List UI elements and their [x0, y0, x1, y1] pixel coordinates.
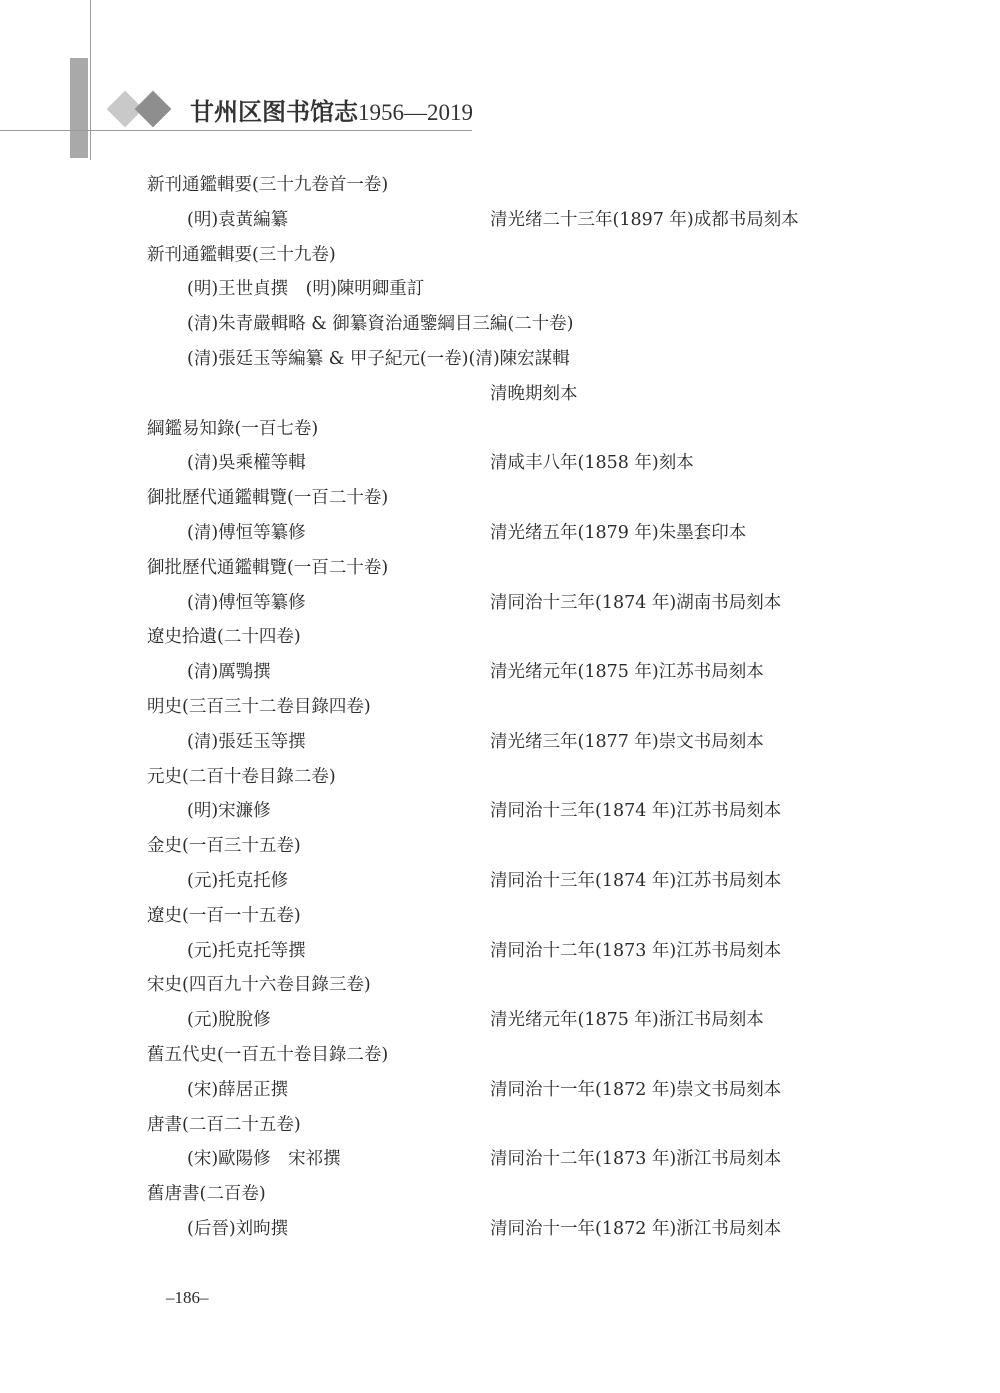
header-vertical-rule: [90, 0, 91, 160]
book-author: (清)朱青嚴輯略 & 御纂資治通鑒綱目三編(二十卷): [187, 314, 574, 335]
book-title: 遼史拾遺(二十四卷): [147, 627, 301, 648]
book-author: (清)張廷玉等編纂 & 甲子紀元(一卷)(清)陳宏謀輯: [187, 348, 570, 369]
book-entry: [147, 1142, 867, 1177]
book-edition: 清光绪五年(1879 年)朱墨套印本: [490, 522, 747, 543]
book-title: 舊五代史(一百五十卷目錄二卷): [147, 1044, 389, 1065]
book-entry: [147, 1212, 867, 1247]
book-title: 宋史(四百九十六卷目錄三卷): [147, 975, 371, 996]
book-title: 御批歷代通鑑輯覽(一百二十卷): [147, 557, 389, 578]
book-entry: [147, 725, 867, 760]
book-edition: 清同治十一年(1872 年)浙江书局刻本: [490, 1218, 782, 1239]
book-title: 舊唐書(二百卷): [147, 1184, 266, 1205]
book-edition: 清同治十三年(1874 年)湖南书局刻本: [490, 592, 782, 613]
running-header: [190, 92, 473, 127]
book-entry: [147, 342, 867, 377]
book-title: 元史(二百十卷目錄二卷): [147, 766, 336, 787]
book-entry: [147, 203, 867, 238]
book-entry: [147, 1073, 867, 1108]
catalog-list: [147, 168, 867, 1247]
book-entry: [147, 377, 867, 412]
book-edition: 清同治十一年(1872 年)崇文书局刻本: [490, 1079, 782, 1100]
book-entry: [147, 272, 867, 307]
book-author: (宋)歐陽修 宋祁撰: [187, 1149, 341, 1170]
book-author: (清)吳乘權等輯: [187, 453, 306, 474]
book-entry: [147, 586, 867, 621]
book-title: 綱鑑易知錄(一百七卷): [147, 418, 319, 439]
book-title: 新刊通鑑輯要(三十九卷首一卷): [147, 175, 389, 195]
book-author: (后晉)刘昫撰: [187, 1218, 289, 1239]
book-title: 新刊通鑑輯要(三十九卷): [147, 244, 336, 265]
book-edition: 清同治十三年(1874 年)江苏书局刻本: [490, 870, 782, 891]
book-entry: [147, 1003, 867, 1038]
book-author: (明)宋濂修: [187, 801, 271, 822]
book-title: 唐書(二百二十五卷): [147, 1114, 301, 1135]
book-author: (明)袁黃編纂: [187, 209, 289, 230]
book-title: 御批歷代通鑑輯覽(一百二十卷): [147, 488, 389, 509]
header-side-bar: [70, 58, 88, 158]
book-entry: [147, 307, 867, 342]
book-edition: 清光绪三年(1877 年)崇文书局刻本: [490, 731, 764, 752]
book-edition: 清同治十二年(1873 年)江苏书局刻本: [490, 940, 782, 961]
book-author: (元)脫脫修: [187, 1010, 271, 1031]
book-entry: [147, 446, 867, 481]
book-entry: [147, 516, 867, 551]
book-author: (明)王世貞撰 (明)陳明卿重訂: [187, 279, 425, 300]
book-entry: [147, 864, 867, 899]
book-author: (清)傅恒等纂修: [187, 592, 306, 613]
book-title: 遼史(一百一十五卷): [147, 905, 301, 926]
book-edition: 清光绪元年(1875 年)浙江书局刻本: [490, 1010, 764, 1031]
book-edition: 清晚期刻本: [490, 383, 578, 404]
page-number: –186–: [166, 1288, 209, 1307]
book-author: (清)張廷玉等撰: [187, 731, 306, 752]
header-book-title: 甘州区图书馆志: [190, 97, 358, 126]
book-entry: [147, 655, 867, 690]
book-author: (宋)薛居正撰: [187, 1079, 289, 1100]
book-edition: 清光绪元年(1875 年)江苏书局刻本: [490, 662, 764, 683]
book-author: (清)厲鶚撰: [187, 662, 271, 683]
book-edition: 清咸丰八年(1858 年)刻本: [490, 453, 694, 474]
book-entry: [147, 934, 867, 969]
book-edition: 清同治十三年(1874 年)江苏书局刻本: [490, 801, 782, 822]
book-edition: 清同治十二年(1873 年)浙江书局刻本: [490, 1149, 782, 1170]
book-edition: 清光绪二十三年(1897 年)成都书局刻本: [490, 209, 799, 230]
header-horizontal-rule: [0, 130, 472, 131]
book-title: 明史(三百三十二卷目錄四卷): [147, 696, 371, 717]
header-diamond-dark-icon: [135, 91, 172, 128]
book-entry: [147, 794, 867, 829]
book-title: 金史(一百三十五卷): [147, 836, 301, 857]
header-years: 1956—2019: [358, 100, 473, 125]
book-author: (元)托克托等撰: [187, 940, 306, 961]
book-author: (清)傅恒等纂修: [187, 522, 306, 543]
book-author: (元)托克托修: [187, 870, 289, 891]
